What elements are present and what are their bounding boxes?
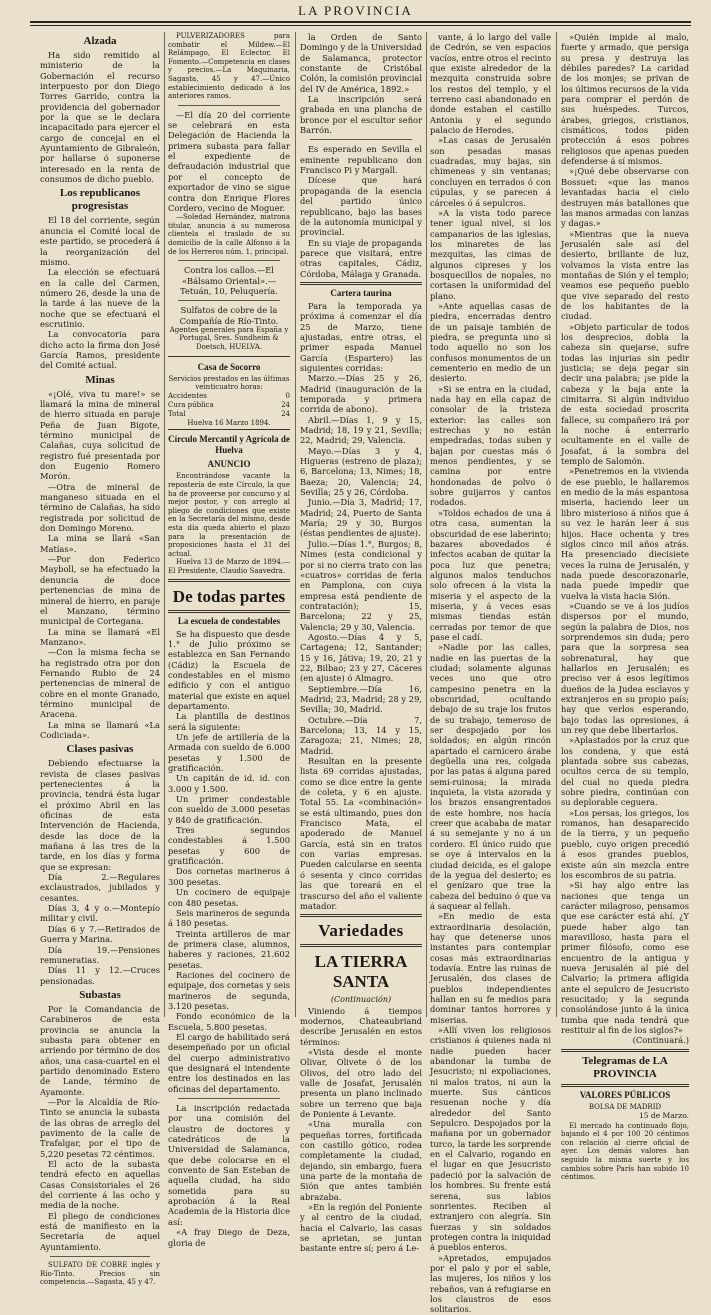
article-paragraph: Día 2.—Regulares exclaustrados, jubilados y cesantes. <box>40 872 160 903</box>
article-paragraph: La convocatoria para dicho acto la firma don José García Ramos, presidente del Comité actual. <box>40 329 160 371</box>
article-paragraph: «¡Olé, viva tu mare!» se llamará la mina de mineral de hierro situada en paraje Peña de Juan Bigote, término municipal de Calañas, cuya solicitud de registro fué presentada por don Eugenio Romero Morón. <box>40 388 160 482</box>
article-paragraph: »Toldos echados de una á otra casa, aumentan la obscuridad de ese laberinto; bazares abovedados é infectos acaban de quitar la poca luz que penetra; algunos malos tenduchos solo ofrecen á la vista la miseria y el aspecto de la miseria, y á veces esas mismas tiendas están cerradas por temor de que pase el cadí. <box>430 507 551 642</box>
telegram-body: El mercado ha continuado flojo, bajando el 4 por 100 20 céntimos con relación al cierre oficial de ayer. Los demás valores han seguido la misma suerte y los cambios sobre París han subido 10 céntimos. <box>561 1121 689 1182</box>
divider <box>50 1256 150 1257</box>
casa-socorro-date: Huelva 16 Marzo 1894. <box>187 418 271 427</box>
article-paragraph: »Si hay algo entre las naciones que tenga un carácter milagroso, pensamos que ese carácter está ahí. ¿Y puede haber algo tan maravilloso, hasta para el primer filósofo, como ese encuentro de la antigua y nueva Jerusalén al pié del Calvario; la primera afligida ante el sepulcro de Jesucristo resucitado; y la segunda consolándose junto á la única tumba que nada tendrá que restituir al fin de los siglos?» <box>561 880 689 1035</box>
divider-double <box>168 610 290 613</box>
article-paragraph: »A la vista todo parece tener igual nivel, si los campanarios de las iglesias, los minaretes de las mezquitas, las cimas de algunos cipreses y los bosquecillos de nopales, no cortasen la uniformidad del plano. <box>430 207 551 301</box>
divider-double <box>300 914 422 917</box>
article-paragraph: Tres segundos condestables á 1.500 pesetas y 600 de gratificación. <box>168 825 290 867</box>
divider <box>178 300 280 301</box>
heading-condestables: La escuela de condestables <box>177 615 281 626</box>
telegram-date: 15 de Marzo. <box>638 1111 689 1121</box>
article-paragraph: Un capitán de id. id. con 3.000 y 1.500. <box>168 773 290 794</box>
article-paragraph: vante, á lo largo del valle de Cedrón, se ven espacios vacíos, entre otros el recinto que existe alrededor de la mezquita construida sobre los restos del templo, y el terreno casi abandonado en donde estaban el castillo Antonia y el segundo palacio de Herodes. <box>430 32 551 136</box>
article-paragraph: El acto de la subasta tendrá efecto en aquellas Casas Consistoriales el 26 del corriente á las ocho y media de la noche. <box>40 1159 160 1211</box>
article-paragraph: Mayo.—Días 3 y 4, Higueras (estreno de plaza); 6, Barcelona; 13, Nimes; 18, Baeza; 20, Valencia; 24, Sevilla; 25 y 26, Córdoba. <box>300 445 422 498</box>
casa-socorro-title: Casa de Socorro <box>197 361 261 372</box>
casa-socorro-intro: Servicios prestados en las últimas veinticuatro horas: <box>168 374 290 392</box>
article-paragraph: Junio.—Día 3, Madrid; 17, Madrid; 24, Puerto de Santa María; 29 y 30, Burgos (éstas pendientes de ajuste). <box>300 497 422 539</box>
article-paragraph: Seis marineros de segunda á 180 pesetas. <box>168 907 290 929</box>
article-paragraph: la Orden de Santo Domingo y de la Universidad de Salamanca, protector constante de Cristóbal Colón, la comisión provincial del IV de América, 1892.» <box>300 32 422 94</box>
article-paragraph: —Por don Federico Mayboll, se ha efectuado la denuncia de doce pertenencias de mina de mineral de hierro, en paraje el Manzano, término municipal de Cortegana. <box>40 554 160 627</box>
masthead: LA PROVINCIA <box>298 3 413 18</box>
article-paragraph: La mina se llamará «El Manzano». <box>40 626 160 647</box>
article-paragraph: Un cocinero de equipaje con 480 pesetas. <box>168 887 290 908</box>
notice-matrona: —Soledad Hernández, matrona titular, anuncia á su numerosa clientela el traslado de su domicilio de la calle Alfonso á la de los Herreros núm. 1, principal. <box>168 213 290 256</box>
article-paragraph: —Con la misma fecha se ha registrado otra por don Fernando Rubio de 24 pertenencias de mineral de cobre en el monte Granado, término municipal de Aracena. <box>40 647 160 720</box>
article-paragraph: »Aplastados por la cruz que los condena, y que está plantada sobre sus cabezas, ocultos cerca de su templo, del cual no queda piedra sobre piedra, continúan con su deplorable ceguera. <box>561 735 689 808</box>
article-paragraph: Dícese que hará propaganda de la esencia del partido único republicano, bajo las bases de la autonomía municipal y provincial. <box>300 175 422 238</box>
heading-republicanos: Los republicanos progresistas <box>59 187 141 213</box>
section-title-variedades: Variedades <box>318 921 404 941</box>
article-paragraph: »Penetremos en la vivienda de ese pueblo, le hallaremos en medio de la más espantosa miseria, haciendo leer un libro misterioso á niños que á su vez le harán leer á sus hijos. Hace ochenta y tres siglos cinco mil años atrás. Ha presenciado diecisiete veces la ruina de Jerusalén, y nada puede descorazonarle, nada puede impedir que vuelva la vista hacia Sión. <box>561 466 689 601</box>
article-paragraph: »Allí viven los religiosos cristianos á quienes nada ni nadie pueden hacer abandonar la tumba de Jesucristo; ni expoliaciones, ni malos tratos, ni aun la muerte. Sus cánticos resuenan noche y día alrededor del Santo Sepulcro. Despojados por la mañana por un gobernador turco, la tarde les sorprende en el Calvario, rogando en el lugar en que Jesucristo padeció por la salvación de los hombres. Su frente está serena, sus labios sonrientes. Reciben al extranjero con alegría. Sin fuerzas y sin soldados protegen contra la iniquidad á pueblos enteros. <box>430 1025 551 1253</box>
column-4 <box>430 32 551 1315</box>
article-paragraph: La elección se efectuará en la calle del Carmen, número 26, desde la una de la tarde á las nueve de la noche que se efectuará el escrutinio. <box>40 267 160 329</box>
continuation-label: (Continuación) <box>330 995 392 1005</box>
article-paragraph: Un primer condestable con sueldo de 3.000 pesetas y 840 de gratificación. <box>168 794 290 825</box>
casa-socorro-box <box>168 356 290 431</box>
article-paragraph: Dos cornetas marineros á 300 pesetas. <box>168 866 290 887</box>
article-paragraph: En su viaje de propaganda parece que visitará, entre otras capitales, Cádiz, Córdoba, Málaga y Granada. <box>300 237 422 279</box>
article-paragraph: Días 3, 4 y o.—Montepío militar y civil. <box>40 903 160 924</box>
article-paragraph: »Objeto particular de todos los desprecios, dobla la cabeza sin quejarse, sufre todas las injurias sin pedir justicia; se deja pegar sin decir una palabra; ¡se pide la cabeza y la baja ante la cimitarra. Si algún individuo de esta sociedad proscrita fallece, su compañero irá por la noche á enterrarlo ocultamente en el valle de Josafat, á la sombra del templo de Salomón. <box>561 321 689 467</box>
article-paragraph: «A fray Diego de Deza, gloria de <box>168 1227 290 1248</box>
masthead-rule <box>30 21 691 23</box>
heading-minas: Minas <box>85 373 115 386</box>
heading-bolsa-madrid: BOLSA DE MADRID <box>588 1102 662 1111</box>
article-paragraph: Marzo.—Días 25 y 26, Madrid (inauguración de la temporada y primera corrida de abono). <box>300 373 422 415</box>
column-1 <box>40 32 160 1287</box>
article-paragraph: La plantilla de destinos será la siguiente: <box>168 711 290 732</box>
divider-double <box>300 282 422 285</box>
article-paragraph: «Vista desde el monte Olivar, Olivete ó de los Olivos, del otro lado del valle de Josafat, Jerusalén presenta un plano inclinado sobre un terreno que baja de Poniente á Levante. <box>300 1046 422 1119</box>
masthead-rule-thin <box>30 25 691 26</box>
divider <box>310 139 412 140</box>
heading-alzada: Alzada <box>83 35 117 47</box>
article-paragraph: »Las casas de Jerusalén son pesadas masas cuadradas, muy bajas, sin chimeneas y sin ventanas; concluyen en terrados ó con cúpulas, y se parecen á cárceles ó á sepulcros. <box>430 135 551 208</box>
article-paragraph: »Apretados, empujados por el palo y por el sable, las mujeres, los niños y los rebaños, van á refugiarse en los claustros de esos solitarios. <box>430 1252 551 1315</box>
divider-double <box>561 1084 689 1087</box>
article-paragraph: »En la región del Poniente y al centro de la ciudad, hacia el Calvario, las casas se aprietan, se juntan bastante entre sí; pero á Le- <box>300 1202 422 1254</box>
divider <box>178 105 280 106</box>
article-paragraph: Viniendo á tiempos modernos, Chateaubriand describe Jerusalén en estos términos: <box>300 1005 422 1047</box>
ledger-row: Accidentes 0 <box>168 391 290 400</box>
column-3 <box>300 32 422 1254</box>
article-paragraph: Ha sido remitido al ministerio de la Gobernación el recurso interpuesto por don Diego Torres Garrido, contra la providencia del gobernador por la que se le declara incapacitado para ejercer el cargo de concejal en el Ayuntamiento de Gibraleón, por hallarse ó suponerse interesado en la renta de consumos de dicho pueblo. <box>40 50 160 185</box>
article-paragraph: Octubre.—Día 7, Barcelona; 13, 14 y 15, Zaragoza; 21, Nimes; 28, Madrid. <box>300 714 422 756</box>
article-paragraph: Para la temporada ya próxima á comenzar el día 25 de Marzo, tiene ajustadas, entre otras, el primer espada Manuel García (Espartero) las siguientes corridas: <box>300 300 422 373</box>
article-title-tierra-santa: LA TIERRA SANTA <box>314 952 408 992</box>
casa-socorro-ledger <box>168 392 290 419</box>
anuncio-body: Encontrándose vacante la repostería de este Círculo, la que ha de proveerse por concurso y al mejor postor, y con arreglo al pliego de condiciones que existe en la Secretaría del mismo, desde esta día queda abierto el plazo para la presentación de proposiciones hasta el 31 del actual. <box>168 472 290 558</box>
article-paragraph: Días 11 y 12.—Cruces pensionadas. <box>40 965 160 986</box>
article-paragraph: El 18 del corriente, según anuncia el Comité local de este partido, se procederá á la reorganización del mismo. <box>40 215 160 267</box>
section-title-telegramas: Telegramas de LA PROVINCIA <box>582 1054 668 1080</box>
article-paragraph: Raciones del cocinero de equipaje, dos cornetas y seis marineros de segunda, 3.120 pesetas. <box>168 969 290 1011</box>
anuncio-signature: Huelva 13 de Marzo de 1894.—El Presidente, Claudio Saavedra. <box>168 558 290 575</box>
article-paragraph: »Los persas, los griegos, los romanos, han desaparecido de la tierra, y un pequeño pueblo, cuyo origen precedió á esos grandes pueblos, existe aún sin mezcla entre los escombros de su patria. <box>561 807 689 880</box>
article-paragraph: »Mientras que la nueva Jerusalén sale así del desierto, brillante de luz, volvamos la vista entre las montañas de Sión y el templo; veamos ese pequeño pueblo que vive separado del resto de los habitantes de la ciudad. <box>561 228 689 322</box>
article-paragraph: »Nadie por las calles, nadie en las puertas de la ciudad; solamente algunas veces uno que otro campesino penetra en la obscuridad, ocultando debajo de su traje los frutos de su trabajo, temeroso de ser despojado por los soldados; en algún rincón apartado el carnicero árabe degüella una res, colgada por las patas á alguna pared semi-ruinosa; la mirada inquieta, la vista azorada y los brazos ensangrentados de este hombre, nos hacía creer que acababa de matar á su semejante y no á un cordero. El único ruido que se oye á intervalos en la ciudad deicida, es el galope de la yegua del desierto; es el genízaro que trae la cabeza del beduino ó que va á saquear al fellah. <box>430 642 551 911</box>
column-rule <box>426 32 427 1017</box>
heading-subastas: Subastas <box>79 988 121 1001</box>
article-paragraph: Septiembre.—Día 16, Madrid; 23, Madrid; 28 y 29, Sevilla; 30, Madrid. <box>300 683 422 715</box>
article-paragraph: »En medio de esta extraordinaria desolación, hay que detenerse unos instantes para contemplar cosas más extraordinarias todavía. Entre las ruinas de Jerusalén, dos clases de pueblos independientes hallan en su fe medios para dominar tantos horrores y miserias. <box>430 911 551 1025</box>
circulo-mercantil-title: Círculo Mercantil y Agrícola de Huelva <box>168 434 290 456</box>
article-paragraph: Día 19.—Pensiones remuneratias. <box>40 944 160 965</box>
divider-double <box>561 1049 689 1052</box>
article-paragraph: El pliego de condiciones está de manifiesto en la Secretaría de aquel Ayuntamiento. <box>40 1210 160 1252</box>
article-paragraph: Se ha dispuesto que desde 1.° de Julio próximo se establezca en San Fernando (Cádiz) la Escuela de condestables en el mismo edificio y con el antiguo material que existe en aquel departamento. <box>168 628 290 711</box>
column-rule <box>164 32 165 1017</box>
article-paragraph: Agosto.—Días 4 y 5, Cartagena; 12, Santander; 15 y 16, Játiva; 19, 20, 21 y 22, Bilbao; 23 y 27, Cáceres (en ajuste) ó Almagro. <box>300 631 422 684</box>
column-rule <box>295 32 296 1017</box>
article-paragraph: Julio.—Días 1.°, Burgos; 8, Nimes (esta condicional y por si no cierra trato con las «cuatros» corridas de feria en Pamplona, con cuya empresa está pendiente de contratación); 15, Barcelona; 22 y 25, Valencia; 29 y 30, Valencia. <box>300 538 422 632</box>
article-paragraph: »Quién impide al malo, fuerte y armado, que persiga su presa y destruya las débiles paredes? La caridad de los monjes; se privan de los últimos recursos de la vida para comprar el perdón de sus huéspedes. Turcos, árabes, griegos, cristianos, cismáticos, todos piden protección á esos pobres religiosos que apenas pueden defenderse á sí mismos. <box>561 32 689 167</box>
article-paragraph: Días 6 y 7.—Retirados de Guerra y Marina. <box>40 923 160 945</box>
ledger-row: Cura pública 24 <box>168 400 290 409</box>
article-paragraph: La mina se llará «San Matías». <box>40 533 160 554</box>
heading-valores-publicos: VALORES PÚBLICOS <box>579 1089 671 1100</box>
article-paragraph: Un jefe de artillería de la Armada con sueldo de 6.000 pesetas y 1.500 de gratificación. <box>168 732 290 774</box>
advertisement-callos: Contra los callos.—El «Bálsamo Oriental».—Tetuán, 10, Peluquería. <box>180 265 278 296</box>
continuation-label: (Continuará.) <box>632 1035 689 1046</box>
article-paragraph: Por la Comandancia de Carabineros de esta provincia se anuncia la subasta para obtener en arriendo por término de dos años, una casa-cuartel en el partido denominado Estero de Lande, término de Ayamonte. <box>40 1003 160 1097</box>
advertisement-sulfatos-title: Sulfatos de cobre de la Compañía de Río-Tinto. <box>179 305 279 326</box>
article-paragraph: —Por la Alcaldía de Río-Tinto se anuncia la subasta de las obras de arreglo del pavimento de la calle de Trafalgar, por el tipo de 5,220 pesetas 72 céntimos. <box>40 1096 160 1159</box>
divider-double <box>300 944 422 947</box>
article-paragraph: Debiendo efectuarse la revista de clases pasivas pertenecientes á la provincia, tendrá ésta lugar el próximo Abril en las oficinas de esta Intervención de Hacienda, desde las doce de la mañana á las tres de la tarde, en los días y forma que se expresan: <box>40 758 160 872</box>
divider <box>178 1098 280 1099</box>
article-paragraph: Fondo económico de la Escuela, 5.800 pesetas. <box>168 1011 290 1032</box>
article-paragraph: Resultan en la presente lista 69 corridas ajustadas, como se dice entre la gente de coleta, y 6 en ajuste. Total 55. La «combinación» se está ultimando, pues don Francisco Mata, el apoderado de Manuel García, está sin en tratos con varias empresas. Pueden calcularse en seenta ó sesenta y cinco corridas las que toreará en el trascurso del año el valiente matador. <box>300 756 422 911</box>
advertisement-sulfato: SULFATO DE COBRE inglés y Río-Tinto. Precios sin competencia.—Sagasta, 45 y 47. <box>40 1261 160 1287</box>
anuncio-title: ANUNCIO <box>207 459 251 470</box>
article-paragraph: —Otra de mineral de manganeso situada en el término de Calañas, ha sido registrada por solicitud de don Domingo Moreno. <box>40 481 160 534</box>
article-paragraph: La inscripción redactada por una comisión del claustro de doctores y catedráticos de la Universidad de Salamanca, que debe colocarse en el convento de San Esteban de aquella ciudad, ha sido sometida para su aprobación á la Real Academia de la Historia dice así: <box>168 1103 290 1227</box>
section-title-de-todas-partes: De todas partes <box>172 586 286 606</box>
advertisement-pulverizadores: PULVERIZADORES para combatir el Mildew.—El Relámpago, El Eclector, El Fomento.—Competencia en clases y precios.—La Maquinaria, Sagasta, 45 y 47.—Único establecimiento dedicado á los anteriores ramos. <box>168 32 290 101</box>
article-paragraph: »¡Qué debe observarse con Bossuet: «que las manos levantadas hacia el cielo destruyen más batallones que las manos armadas con lanzas y dagas.» <box>561 166 689 229</box>
divider <box>178 260 280 261</box>
column-rule <box>556 32 557 1017</box>
article-paragraph: »Si se entra en la ciudad, nada hay en ella capaz de consolar de la tristeza exterior: las calles son estrechas y no están empedradas, todas suben y bajan por cuestas más ó menos pendientes, y se camina por entre hondonadas de polvo ó sobre guijarros y cantos rodados. <box>430 383 551 508</box>
heading-clases-pasivas: Clases pasivas <box>66 743 134 756</box>
article-paragraph: La mina se llamará «La Codiciada». <box>40 719 160 740</box>
article-paragraph: La inscripción será grabada en una plancha de bronce por el escultor señor Barrón. <box>300 94 422 136</box>
ledger-row: Total 24 <box>168 409 290 418</box>
column-2 <box>168 32 290 1248</box>
article-paragraph: —El día 20 del corriente se celebrará en esta Delegación de Hacienda la primera subasta para fallar el expediente de defraudación industrial que por el concepto de exportador de vino se sigue contra don Enrique Flores Cordero, vecino de Moguer. <box>168 109 290 213</box>
heading-cartera-taurina: Cartera taurina <box>330 287 392 298</box>
article-paragraph: Abril.—Días 1, 9 y 15, Madrid; 18, 19 y 21, Sevilla; 22, Madrid; 29, Valencia. <box>300 414 422 446</box>
article-paragraph: »Ante aquellas casas de piedra, encerradas dentro de un paisaje también de piedra, se pregunta uno si todo aquello no son los confusos monumentos de un cementerio en medio de un desierto. <box>430 300 551 384</box>
article-paragraph: Es esperado en Sevilla el eminente republicano don Francisco Pi y Margall. <box>300 144 422 176</box>
divider-double <box>168 579 290 582</box>
article-paragraph: El cargo de habilitado será desempeñado por un oficial del cuerpo administrativo que designará el intendente entre los destinados en las oficinas del departamento. <box>168 1031 290 1094</box>
advertisement-sulfatos-body: Agentes generales para España y Portugal, Sres. Sundheim & Doetsch, HUELVA. <box>169 325 289 352</box>
column-5 <box>561 32 689 1182</box>
article-paragraph: Treinta artilleros de mar de primera clase, alumnos, haberes y raciones, 21.602 pesetas. <box>168 928 290 970</box>
article-paragraph: «Una muralla con pequeñas torres, fortificada con castillo gótico, rodea completamente la ciudad, dejando, sin embargo, fuera una parte de la montaña de Sión que antes también abrazaba. <box>300 1119 422 1202</box>
article-paragraph: »Cuando se ve á los judíos dispersos por el mundo, según la palabra de Dios, nos sorprendemos sin duda; pero para que la sorpresa sea sobrenatural, hay que hallarlos en Jerusalén; es preciso ver á esos legítimos dueños de la Judea esclavos y extranjeros en su propio país; hay que verlos esperando, bajo todas las opresiones, á un rey que debe libertarlos. <box>561 600 689 736</box>
